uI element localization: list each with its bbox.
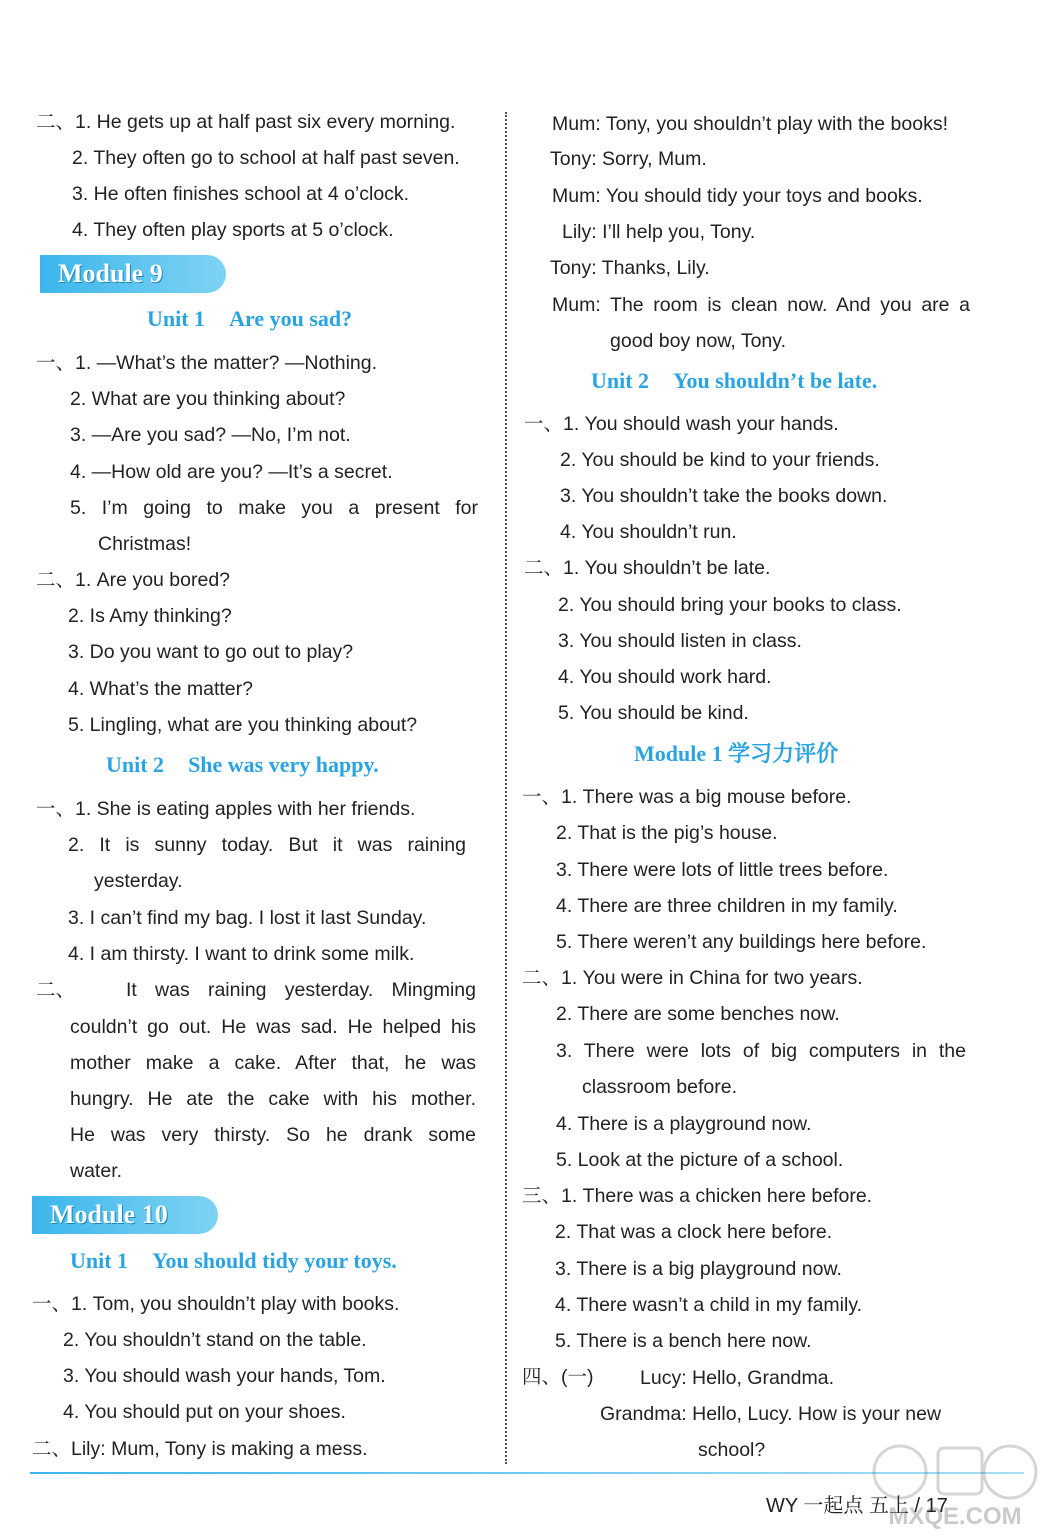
watermark-ring xyxy=(874,1446,926,1498)
answer-line: 2. That was a clock here before. xyxy=(555,1221,833,1243)
unit-number: Unit 1 xyxy=(147,306,206,331)
answer-line: 5. There weren’t any buildings here before. xyxy=(556,931,927,953)
answer-line: 4. There wasn’t a child in my family. xyxy=(555,1294,863,1316)
answer-line: 一、1. She is eating apples with her friends. xyxy=(36,798,416,820)
answer-line: 3. Do you want to go out to play? xyxy=(68,641,354,663)
answer-line: 4. —How old are you? —It’s a secret. xyxy=(70,461,393,483)
assessment-heading: Module 1 学习力评价 xyxy=(634,741,839,766)
module-banner xyxy=(32,1196,218,1234)
answer-line: 3. He often finishes school at 4 o’clock. xyxy=(72,183,410,205)
dialog-line: Grandma: Hello, Lucy. How is your new xyxy=(600,1403,942,1425)
unit-heading xyxy=(106,751,379,779)
page-footer: WY 一起点 五上 / 17 xyxy=(766,1495,948,1517)
paragraph-line: mother make a cake. After that, he was xyxy=(70,1052,476,1074)
answer-line: 3. I can’t find my bag. I lost it last Sunday. xyxy=(68,907,427,929)
dialog-line: Tony: Sorry, Mum. xyxy=(550,148,707,170)
answer-line: 3. You should wash your hands, Tom. xyxy=(63,1365,386,1387)
answer-line: 二、1. He gets up at half past six every morning. xyxy=(36,111,456,133)
unit-number: Unit 2 xyxy=(106,752,165,777)
unit-title: Are you sad? xyxy=(229,306,353,331)
dialog-line: school? xyxy=(698,1439,766,1461)
section-marker: 四、(一) xyxy=(522,1366,594,1388)
dialog-line: Mum: You should tidy your toys and books. xyxy=(552,185,923,207)
answer-line: 4. You shouldn’t run. xyxy=(560,521,737,543)
paragraph-line: couldn’t go out. He was sad. He helped his xyxy=(70,1016,476,1038)
answer-line: 4. They often play sports at 5 o’clock. xyxy=(72,219,394,241)
paragraph-line: It was raining yesterday. Mingming xyxy=(126,979,476,1001)
dialog-line: good boy now, Tony. xyxy=(610,330,786,352)
unit-heading xyxy=(147,305,352,333)
answer-line: 5. Lingling, what are you thinking about? xyxy=(68,714,418,736)
dialog-line: Lily: I’ll help you, Tony. xyxy=(562,221,756,243)
answer-line: 一、1. You should wash your hands. xyxy=(524,413,839,435)
answer-line: 4. There are three children in my family. xyxy=(556,895,898,917)
watermark-text: MXQE.COM xyxy=(888,1503,1022,1530)
answer-line: 3. There were lots of little trees before. xyxy=(556,859,889,881)
unit-number: Unit 1 xyxy=(70,1248,129,1273)
answer-line: 三、1. There was a chicken here before. xyxy=(522,1185,873,1207)
module-title: Module 10 xyxy=(50,1200,168,1229)
answer-line: 二、1. Are you bored? xyxy=(36,569,231,591)
answer-line: 二、1. You shouldn’t be late. xyxy=(524,557,771,579)
answer-line: 2. You shouldn’t stand on the table. xyxy=(63,1329,367,1351)
section-marker: 二、 xyxy=(36,979,76,1001)
unit-title: She was very happy. xyxy=(188,752,379,777)
answer-line: 2. Is Amy thinking? xyxy=(68,605,232,627)
answer-line: 5. I’m going to make you a present for xyxy=(70,497,478,519)
module-title: Module 9 xyxy=(58,259,163,288)
column-divider xyxy=(505,112,507,1464)
answer-line: 2. What are you thinking about? xyxy=(70,388,346,410)
answer-line: 5. Look at the picture of a school. xyxy=(556,1149,844,1171)
answer-line: 2. That is the pig’s house. xyxy=(556,822,778,844)
paragraph-line: He was very thirsty. So he drank some xyxy=(70,1124,476,1146)
answer-line: 2. They often go to school at half past seven. xyxy=(72,147,460,169)
unit-title: You shouldn’t be late. xyxy=(673,368,878,393)
unit-heading xyxy=(591,367,877,395)
dialog-line: Lucy: Hello, Grandma. xyxy=(640,1367,835,1389)
watermark-box xyxy=(938,1448,982,1494)
unit-title: You should tidy your toys. xyxy=(152,1248,397,1273)
answer-line: 二、1. You were in China for two years. xyxy=(522,967,863,989)
answer-line: 一、1. Tom, you shouldn’t play with books. xyxy=(32,1293,400,1315)
dialog-line: Tony: Thanks, Lily. xyxy=(550,257,710,279)
answer-line: yesterday. xyxy=(94,870,183,892)
dialog-line: Mum: The room is clean now. And you are a xyxy=(552,294,970,316)
answer-line: 4. You should put on your shoes. xyxy=(63,1401,346,1423)
unit-heading xyxy=(70,1247,397,1275)
answer-line: 3. —Are you sad? —No, I’m not. xyxy=(70,424,351,446)
answer-line: 2. There are some benches now. xyxy=(556,1003,840,1025)
answer-line: 4. You should work hard. xyxy=(558,666,772,688)
answer-line: 3. There is a big playground now. xyxy=(555,1258,842,1280)
unit-number: Unit 2 xyxy=(591,368,650,393)
answer-line: classroom before. xyxy=(582,1076,737,1098)
paragraph-line: water. xyxy=(70,1160,123,1182)
dialog-line: Mum: Tony, you shouldn’t play with the books! xyxy=(552,113,948,135)
watermark-ring xyxy=(984,1446,1036,1498)
answer-line: 一、1. There was a big mouse before. xyxy=(522,786,852,808)
answer-line: Christmas! xyxy=(98,533,192,555)
answer-line: 二、Lily: Mum, Tony is making a mess. xyxy=(32,1438,368,1460)
answer-line: 3. You shouldn’t take the books down. xyxy=(560,485,888,507)
module-banner xyxy=(40,255,226,293)
answer-line: 2. You should be kind to your friends. xyxy=(560,449,880,471)
answer-line: 5. There is a bench here now. xyxy=(555,1330,812,1352)
answer-line: 4. What’s the matter? xyxy=(68,678,253,700)
answer-line: 4. I am thirsty. I want to drink some milk. xyxy=(68,943,415,965)
answer-line: 4. There is a playground now. xyxy=(556,1113,812,1135)
answer-line: 3. You should listen in class. xyxy=(558,630,802,652)
answer-line: 3. There were lots of big computers in the xyxy=(556,1040,966,1062)
answer-line: 2. It is sunny today. But it was raining xyxy=(68,834,466,856)
answer-line: 一、1. —What’s the matter? —Nothing. xyxy=(36,352,378,374)
answer-line: 5. You should be kind. xyxy=(558,702,749,724)
watermark-logo xyxy=(860,1440,1050,1532)
answer-line: 2. You should bring your books to class. xyxy=(558,594,902,616)
paragraph-line: hungry. He ate the cake with his mother. xyxy=(70,1088,476,1110)
